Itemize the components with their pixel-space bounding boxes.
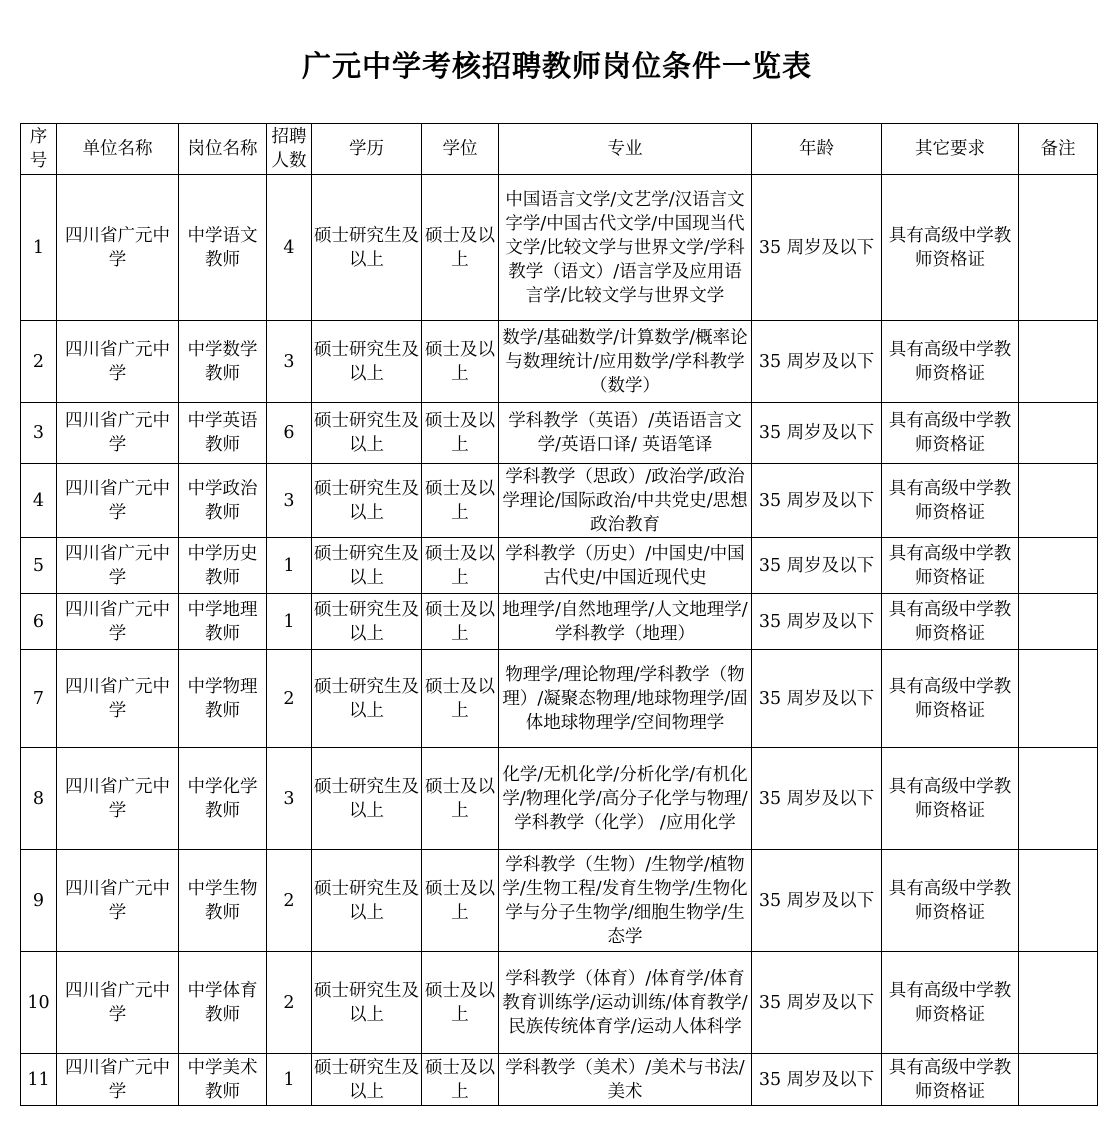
cell-note bbox=[1019, 1054, 1098, 1106]
cell-major: 学科教学（英语）/英语语言文学/英语口译/ 英语笔译 bbox=[499, 403, 752, 464]
cell-degree: 硕士及以上 bbox=[422, 650, 499, 748]
header-post: 岗位名称 bbox=[179, 124, 267, 175]
table-row bbox=[21, 594, 1098, 650]
cell-degree: 硕士及以上 bbox=[422, 1054, 499, 1106]
table-row bbox=[21, 175, 1098, 321]
cell-seq: 8 bbox=[21, 748, 57, 850]
cell-note bbox=[1019, 650, 1098, 748]
cell-unit: 四川省广元中学 bbox=[57, 1054, 179, 1106]
cell-count: 2 bbox=[267, 650, 312, 748]
cell-seq: 11 bbox=[21, 1054, 57, 1106]
cell-unit: 四川省广元中学 bbox=[57, 952, 179, 1054]
cell-age: 35 周岁及以下 bbox=[752, 1054, 882, 1106]
cell-count: 3 bbox=[267, 464, 312, 538]
cell-other: 具有高级中学教师资格证 bbox=[882, 594, 1019, 650]
table-row bbox=[21, 850, 1098, 952]
cell-age: 35 周岁及以下 bbox=[752, 175, 882, 321]
cell-unit: 四川省广元中学 bbox=[57, 321, 179, 403]
cell-seq: 4 bbox=[21, 464, 57, 538]
cell-major: 学科教学（体育）/体育学/体育教育训练学/运动训练/体育教学/民族传统体育学/运动人体科学 bbox=[499, 952, 752, 1054]
cell-major: 物理学/理论物理/学科教学（物理）/凝聚态物理/地球物理学/固体地球物理学/空间物理学 bbox=[499, 650, 752, 748]
cell-post: 中学政治教师 bbox=[179, 464, 267, 538]
cell-seq: 1 bbox=[21, 175, 57, 321]
cell-major: 数学/基础数学/计算数学/概率论与数理统计/应用数学/学科教学（数学） bbox=[499, 321, 752, 403]
cell-post: 中学美术教师 bbox=[179, 1054, 267, 1106]
header-degree: 学位 bbox=[422, 124, 499, 175]
cell-education: 硕士研究生及以上 bbox=[312, 594, 422, 650]
cell-count: 1 bbox=[267, 594, 312, 650]
cell-post: 中学地理教师 bbox=[179, 594, 267, 650]
cell-education: 硕士研究生及以上 bbox=[312, 748, 422, 850]
cell-post: 中学化学教师 bbox=[179, 748, 267, 850]
header-note: 备注 bbox=[1019, 124, 1098, 175]
header-other: 其它要求 bbox=[882, 124, 1019, 175]
cell-degree: 硕士及以上 bbox=[422, 321, 499, 403]
cell-major: 学科教学（美术）/美术与书法/美术 bbox=[499, 1054, 752, 1106]
cell-other: 具有高级中学教师资格证 bbox=[882, 952, 1019, 1054]
cell-education: 硕士研究生及以上 bbox=[312, 321, 422, 403]
page-title: 广元中学考核招聘教师岗位条件一览表 bbox=[301, 49, 812, 83]
cell-count: 1 bbox=[267, 538, 312, 594]
cell-degree: 硕士及以上 bbox=[422, 748, 499, 850]
cell-post: 中学语文教师 bbox=[179, 175, 267, 321]
cell-degree: 硕士及以上 bbox=[422, 403, 499, 464]
cell-education: 硕士研究生及以上 bbox=[312, 175, 422, 321]
cell-other: 具有高级中学教师资格证 bbox=[882, 538, 1019, 594]
header-education: 学历 bbox=[312, 124, 422, 175]
cell-unit: 四川省广元中学 bbox=[57, 464, 179, 538]
cell-post: 中学英语教师 bbox=[179, 403, 267, 464]
cell-note bbox=[1019, 321, 1098, 403]
header-count: 招聘人数 bbox=[267, 124, 312, 175]
cell-seq: 7 bbox=[21, 650, 57, 748]
cell-other: 具有高级中学教师资格证 bbox=[882, 464, 1019, 538]
cell-seq: 9 bbox=[21, 850, 57, 952]
header-age: 年龄 bbox=[752, 124, 882, 175]
cell-note bbox=[1019, 748, 1098, 850]
table-row bbox=[21, 403, 1098, 464]
cell-count: 2 bbox=[267, 952, 312, 1054]
cell-major: 化学/无机化学/分析化学/有机化学/物理化学/高分子化学与物理/学科教学（化学） /应用化学 bbox=[499, 748, 752, 850]
cell-other: 具有高级中学教师资格证 bbox=[882, 650, 1019, 748]
cell-count: 4 bbox=[267, 175, 312, 321]
cell-other: 具有高级中学教师资格证 bbox=[882, 1054, 1019, 1106]
cell-major: 学科教学（生物）/生物学/植物学/生物工程/发育生物学/生物化学与分子生物学/细胞生物学/生态学 bbox=[499, 850, 752, 952]
cell-post: 中学生物教师 bbox=[179, 850, 267, 952]
cell-age: 35 周岁及以下 bbox=[752, 538, 882, 594]
cell-post: 中学历史教师 bbox=[179, 538, 267, 594]
cell-unit: 四川省广元中学 bbox=[57, 748, 179, 850]
cell-count: 3 bbox=[267, 748, 312, 850]
cell-other: 具有高级中学教师资格证 bbox=[882, 748, 1019, 850]
cell-education: 硕士研究生及以上 bbox=[312, 952, 422, 1054]
table-row bbox=[21, 952, 1098, 1054]
cell-age: 35 周岁及以下 bbox=[752, 850, 882, 952]
cell-seq: 5 bbox=[21, 538, 57, 594]
cell-count: 1 bbox=[267, 1054, 312, 1106]
cell-education: 硕士研究生及以上 bbox=[312, 538, 422, 594]
cell-post: 中学数学教师 bbox=[179, 321, 267, 403]
cell-unit: 四川省广元中学 bbox=[57, 594, 179, 650]
header-unit: 单位名称 bbox=[57, 124, 179, 175]
cell-note bbox=[1019, 538, 1098, 594]
cell-count: 6 bbox=[267, 403, 312, 464]
cell-unit: 四川省广元中学 bbox=[57, 538, 179, 594]
cell-major: 学科教学（思政）/政治学/政治学理论/国际政治/中共党史/思想政治教育 bbox=[499, 464, 752, 538]
cell-post: 中学物理教师 bbox=[179, 650, 267, 748]
cell-age: 35 周岁及以下 bbox=[752, 464, 882, 538]
cell-note bbox=[1019, 952, 1098, 1054]
cell-other: 具有高级中学教师资格证 bbox=[882, 850, 1019, 952]
positions-table bbox=[20, 123, 1098, 1106]
cell-degree: 硕士及以上 bbox=[422, 175, 499, 321]
cell-unit: 四川省广元中学 bbox=[57, 650, 179, 748]
cell-degree: 硕士及以上 bbox=[422, 850, 499, 952]
cell-age: 35 周岁及以下 bbox=[752, 594, 882, 650]
cell-education: 硕士研究生及以上 bbox=[312, 403, 422, 464]
table-row bbox=[21, 321, 1098, 403]
table-row bbox=[21, 1054, 1098, 1106]
cell-age: 35 周岁及以下 bbox=[752, 403, 882, 464]
cell-unit: 四川省广元中学 bbox=[57, 175, 179, 321]
cell-degree: 硕士及以上 bbox=[422, 594, 499, 650]
cell-age: 35 周岁及以下 bbox=[752, 952, 882, 1054]
cell-note bbox=[1019, 175, 1098, 321]
cell-major: 中国语言文学/文艺学/汉语言文字学/中国古代文学/中国现当代文学/比较文学与世界文学/学科教学（语文）/语言学及应用语言学/比较文学与世界文学 bbox=[499, 175, 752, 321]
header-major: 专业 bbox=[499, 124, 752, 175]
header-seq: 序号 bbox=[21, 124, 57, 175]
cell-count: 3 bbox=[267, 321, 312, 403]
cell-seq: 6 bbox=[21, 594, 57, 650]
cell-age: 35 周岁及以下 bbox=[752, 748, 882, 850]
cell-note bbox=[1019, 403, 1098, 464]
cell-count: 2 bbox=[267, 850, 312, 952]
cell-degree: 硕士及以上 bbox=[422, 952, 499, 1054]
cell-education: 硕士研究生及以上 bbox=[312, 650, 422, 748]
cell-major: 学科教学（历史）/中国史/中国古代史/中国近现代史 bbox=[499, 538, 752, 594]
cell-note bbox=[1019, 850, 1098, 952]
cell-degree: 硕士及以上 bbox=[422, 538, 499, 594]
table-row bbox=[21, 464, 1098, 538]
cell-post: 中学体育教师 bbox=[179, 952, 267, 1054]
cell-unit: 四川省广元中学 bbox=[57, 403, 179, 464]
cell-education: 硕士研究生及以上 bbox=[312, 464, 422, 538]
cell-other: 具有高级中学教师资格证 bbox=[882, 175, 1019, 321]
cell-education: 硕士研究生及以上 bbox=[312, 850, 422, 952]
cell-other: 具有高级中学教师资格证 bbox=[882, 403, 1019, 464]
table-row bbox=[21, 748, 1098, 850]
cell-age: 35 周岁及以下 bbox=[752, 321, 882, 403]
cell-unit: 四川省广元中学 bbox=[57, 850, 179, 952]
cell-seq: 2 bbox=[21, 321, 57, 403]
cell-degree: 硕士及以上 bbox=[422, 464, 499, 538]
table-row bbox=[21, 538, 1098, 594]
cell-note bbox=[1019, 594, 1098, 650]
cell-seq: 3 bbox=[21, 403, 57, 464]
cell-age: 35 周岁及以下 bbox=[752, 650, 882, 748]
cell-seq: 10 bbox=[21, 952, 57, 1054]
table-row bbox=[21, 650, 1098, 748]
header-row bbox=[21, 124, 1098, 175]
cell-other: 具有高级中学教师资格证 bbox=[882, 321, 1019, 403]
cell-major: 地理学/自然地理学/人文地理学/学科教学（地理） bbox=[499, 594, 752, 650]
cell-note bbox=[1019, 464, 1098, 538]
cell-education: 硕士研究生及以上 bbox=[312, 1054, 422, 1106]
